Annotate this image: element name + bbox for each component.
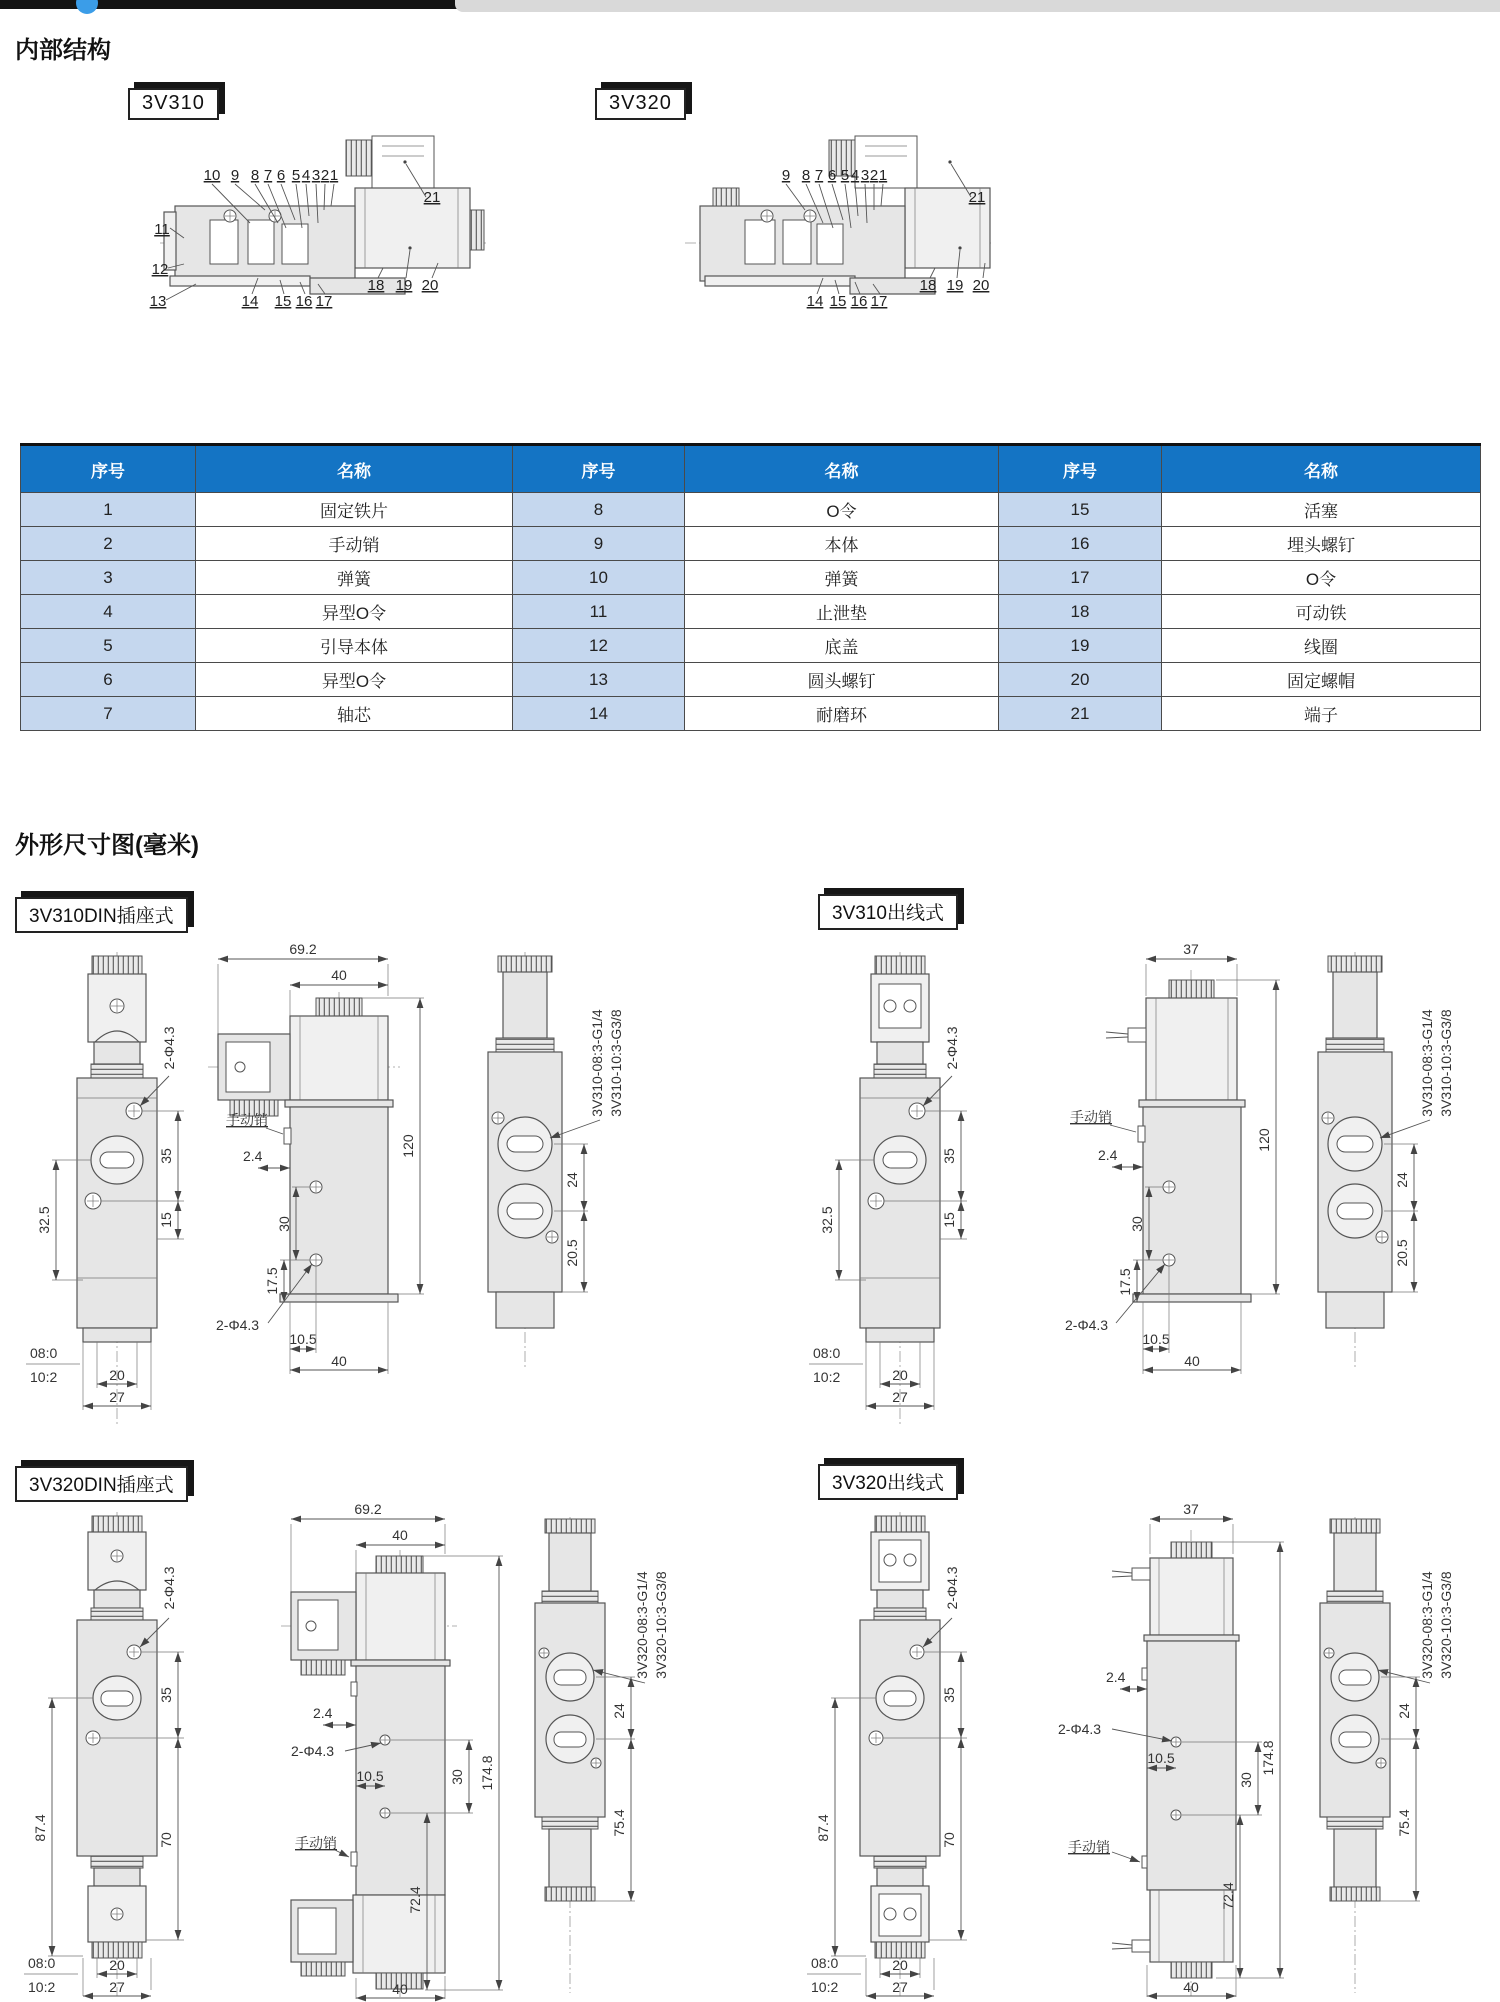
dim-hole: 2-Φ4.3 (1058, 1721, 1102, 1737)
dim-hole: 2-Φ4.3 (944, 1026, 960, 1070)
table-row: 1 固定铁片 8 O令 15 活塞 (21, 493, 1481, 527)
heading-internal-structure: 内部结构 (15, 37, 111, 64)
svg-text:9: 9 (781, 167, 791, 184)
dim-2-4: 2.4 (313, 1705, 333, 1721)
dim-87-4: 87.4 (815, 1814, 831, 1842)
svg-text:13: 13 (149, 293, 167, 310)
dim-24: 24 (611, 1703, 627, 1719)
dim-hole: 2-Φ4.3 (161, 1566, 177, 1610)
dim-40-top: 40 (331, 967, 347, 983)
table-row: 3 弹簧 10 弹簧 17 O令 (21, 561, 1481, 595)
svg-text:7: 7 (814, 167, 824, 184)
svg-text:10: 10 (203, 167, 221, 184)
svg-text:16: 16 (295, 293, 313, 310)
dim-37: 37 (1183, 1501, 1199, 1517)
port-model-2: 3V310-10:3-G3/8 (1438, 1009, 1454, 1117)
svg-text:14: 14 (806, 293, 824, 310)
port-note-2: 10:2 (813, 1369, 841, 1385)
dim-87-4: 87.4 (32, 1814, 48, 1842)
svg-text:1: 1 (329, 167, 339, 184)
dim-174-8: 174.8 (1260, 1740, 1276, 1776)
dim-70: 70 (158, 1832, 174, 1848)
dim-120: 120 (400, 1134, 416, 1158)
col-header: 名称 (196, 445, 513, 493)
svg-text:15: 15 (274, 293, 292, 310)
dim-27: 27 (109, 1979, 125, 1995)
dim-24: 24 (1394, 1172, 1410, 1188)
table-row: 6 异型O令 13 圆头螺钉 20 固定螺帽 (21, 663, 1481, 697)
drawing-3v310lead-ports (1270, 948, 1500, 1428)
drawing-3v320din-side (235, 1500, 525, 2000)
svg-text:14: 14 (241, 293, 259, 310)
dim-35: 35 (941, 1148, 957, 1164)
section-label-3v310-din: 3V310DIN插座式 (15, 897, 188, 933)
section-label-3v310-lead: 3V310出线式 (818, 894, 958, 930)
manual-pin-label: 手动销 (1070, 1109, 1112, 1125)
port-note-1: 08:0 (811, 1955, 839, 1971)
svg-text:6: 6 (276, 167, 286, 184)
svg-text:3: 3 (311, 167, 321, 184)
port-note-2: 10:2 (811, 1979, 839, 1995)
col-header: 名称 (685, 445, 999, 493)
dim-72-4: 72.4 (1220, 1882, 1236, 1910)
dim-15: 15 (158, 1212, 174, 1228)
dim-17-5: 17.5 (264, 1267, 280, 1295)
callout-21: 21 (423, 189, 441, 206)
dim-10-5: 10.5 (1142, 1331, 1170, 1347)
dim-2-4: 2.4 (243, 1148, 263, 1164)
svg-text:6: 6 (827, 167, 837, 184)
threaded-stub (346, 140, 372, 176)
dim-30: 30 (276, 1216, 292, 1232)
drawing-3v310din-side (188, 940, 438, 1380)
internal-diagram-3v310 (150, 128, 490, 328)
drawing-3v320lead-front (805, 1510, 1005, 2000)
svg-text:17: 17 (870, 293, 888, 310)
section-label-3v320-lead: 3V320出线式 (818, 1464, 958, 1500)
table-row: 4 异型O令 11 止泄垫 18 可动铁 (21, 595, 1481, 629)
dim-72-4: 72.4 (407, 1886, 423, 1914)
svg-text:15: 15 (829, 293, 847, 310)
dim-hole: 2-Φ4.3 (1065, 1317, 1109, 1333)
col-header: 序号 (21, 445, 196, 493)
col-header: 序号 (513, 445, 685, 493)
dim-40-bottom: 40 (1184, 1353, 1200, 1369)
dim-27: 27 (892, 1979, 908, 1995)
dim-40-bottom: 40 (392, 1981, 408, 1997)
drawing-3v320lead-ports (1270, 1515, 1500, 1995)
logo-dot-icon (76, 0, 98, 14)
dim-10-5: 10.5 (356, 1768, 384, 1784)
manual-pin-label: 手动销 (226, 1112, 268, 1128)
dim-10-5: 10.5 (1147, 1750, 1175, 1766)
svg-text:2: 2 (320, 167, 330, 184)
dim-20: 20 (109, 1367, 125, 1383)
svg-text:5: 5 (291, 167, 301, 184)
table-header-row (21, 445, 1481, 493)
dim-35: 35 (158, 1148, 174, 1164)
dim-75-4: 75.4 (1396, 1809, 1412, 1837)
svg-text:16: 16 (850, 293, 868, 310)
svg-text:20: 20 (972, 277, 990, 294)
port-model-2: 3V310-10:3-G3/8 (608, 1009, 624, 1117)
dim-20-5: 20.5 (1394, 1239, 1410, 1267)
dim-69-2: 69.2 (289, 941, 317, 957)
dim-hole: 2-Φ4.3 (944, 1566, 960, 1610)
port-model-2: 3V320-10:3-G3/8 (1438, 1571, 1454, 1679)
col-header: 名称 (1162, 445, 1481, 493)
svg-text:19: 19 (946, 277, 964, 294)
svg-text:8: 8 (801, 167, 811, 184)
section-label-3v320-din: 3V320DIN插座式 (15, 1466, 188, 1502)
dim-30: 30 (449, 1769, 465, 1785)
dim-120: 120 (1256, 1128, 1272, 1152)
manual-pin-label: 手动销 (1068, 1839, 1110, 1855)
dim-24: 24 (1396, 1703, 1412, 1719)
dim-17-5: 17.5 (1117, 1268, 1133, 1296)
svg-text:20: 20 (421, 277, 439, 294)
drawing-3v310lead-front (805, 948, 1005, 1428)
port-note-2: 10:2 (30, 1369, 58, 1385)
port-note-1: 08:0 (30, 1345, 58, 1361)
svg-text:1: 1 (878, 167, 888, 184)
dim-2-4: 2.4 (1106, 1669, 1126, 1685)
model-label-3v320: 3V320 (595, 88, 686, 120)
top-pill (455, 0, 1500, 12)
terminal-box (372, 136, 434, 188)
model-label-3v310: 3V310 (128, 88, 219, 120)
dim-40-bottom: 40 (331, 1353, 347, 1369)
dim-27: 27 (109, 1389, 125, 1405)
dim-32-5: 32.5 (36, 1206, 52, 1234)
table-row: 7 轴芯 14 耐磨环 21 端子 (21, 697, 1481, 731)
port-model-1: 3V310-08:3-G1/4 (1419, 1009, 1435, 1117)
port-model-1: 3V320-08:3-G1/4 (634, 1571, 650, 1679)
port-note-2: 10:2 (28, 1979, 56, 1995)
heading-dimensions: 外形尺寸图(毫米) (15, 832, 199, 859)
svg-text:18: 18 (919, 277, 937, 294)
dim-35: 35 (158, 1687, 174, 1703)
dim-hole: 2-Φ4.3 (291, 1743, 335, 1759)
svg-text:9: 9 (230, 167, 240, 184)
port-model-1: 3V310-08:3-G1/4 (589, 1009, 605, 1117)
svg-text:19: 19 (395, 277, 413, 294)
port-note-1: 08:0 (28, 1955, 56, 1971)
dim-69-2: 69.2 (354, 1501, 382, 1517)
table-row: 2 手动销 9 本体 16 埋头螺钉 (21, 527, 1481, 561)
callout-21: 21 (968, 189, 986, 206)
svg-text:17: 17 (315, 293, 333, 310)
dim-35: 35 (941, 1687, 957, 1703)
svg-text:3: 3 (860, 167, 870, 184)
port-model-2: 3V320-10:3-G3/8 (653, 1571, 669, 1679)
port-model-1: 3V320-08:3-G1/4 (1419, 1571, 1435, 1679)
drawing-3v310din-ports (440, 948, 690, 1428)
drawing-3v320din-front (22, 1510, 222, 2000)
coil-block (355, 188, 470, 268)
drawing-3v310lead-side (1040, 940, 1290, 1380)
dim-hole: 2-Φ4.3 (216, 1317, 260, 1333)
parts-table-wrap (20, 443, 1481, 731)
svg-text:11: 11 (154, 221, 170, 238)
dim-37: 37 (1183, 941, 1199, 957)
dim-20: 20 (892, 1957, 908, 1973)
svg-text:4: 4 (850, 167, 860, 184)
svg-text:12: 12 (151, 261, 169, 278)
dim-2-4: 2.4 (1098, 1147, 1118, 1163)
drawing-3v320din-ports (485, 1515, 735, 1995)
dim-32-5: 32.5 (819, 1206, 835, 1234)
dim-10-5: 10.5 (289, 1331, 317, 1347)
dim-24: 24 (564, 1172, 580, 1188)
svg-text:18: 18 (367, 277, 385, 294)
lock-nut (470, 210, 484, 250)
dim-27: 27 (892, 1389, 908, 1405)
dim-30: 30 (1238, 1772, 1254, 1788)
dim-30: 30 (1129, 1216, 1145, 1232)
svg-text:7: 7 (263, 167, 273, 184)
svg-text:4: 4 (301, 167, 311, 184)
dim-70: 70 (941, 1832, 957, 1848)
dim-20: 20 (109, 1957, 125, 1973)
dim-20-5: 20.5 (564, 1239, 580, 1267)
dim-20: 20 (892, 1367, 908, 1383)
svg-text:2: 2 (869, 167, 879, 184)
parts-table (20, 443, 1481, 731)
svg-text:5: 5 (840, 167, 850, 184)
dim-174-8: 174.8 (479, 1755, 495, 1791)
dim-40-top: 40 (392, 1527, 408, 1543)
svg-text:8: 8 (250, 167, 260, 184)
dim-40-bottom: 40 (1183, 1979, 1199, 1995)
dim-75-4: 75.4 (611, 1809, 627, 1837)
dim-hole: 2-Φ4.3 (161, 1026, 177, 1070)
manual-pin-label: 手动销 (295, 1835, 337, 1851)
table-row: 5 引导本体 12 底盖 19 线圈 (21, 629, 1481, 663)
port-note-1: 08:0 (813, 1345, 841, 1361)
col-header: 序号 (999, 445, 1162, 493)
internal-diagram-3v320 (655, 128, 995, 328)
dim-15: 15 (941, 1212, 957, 1228)
